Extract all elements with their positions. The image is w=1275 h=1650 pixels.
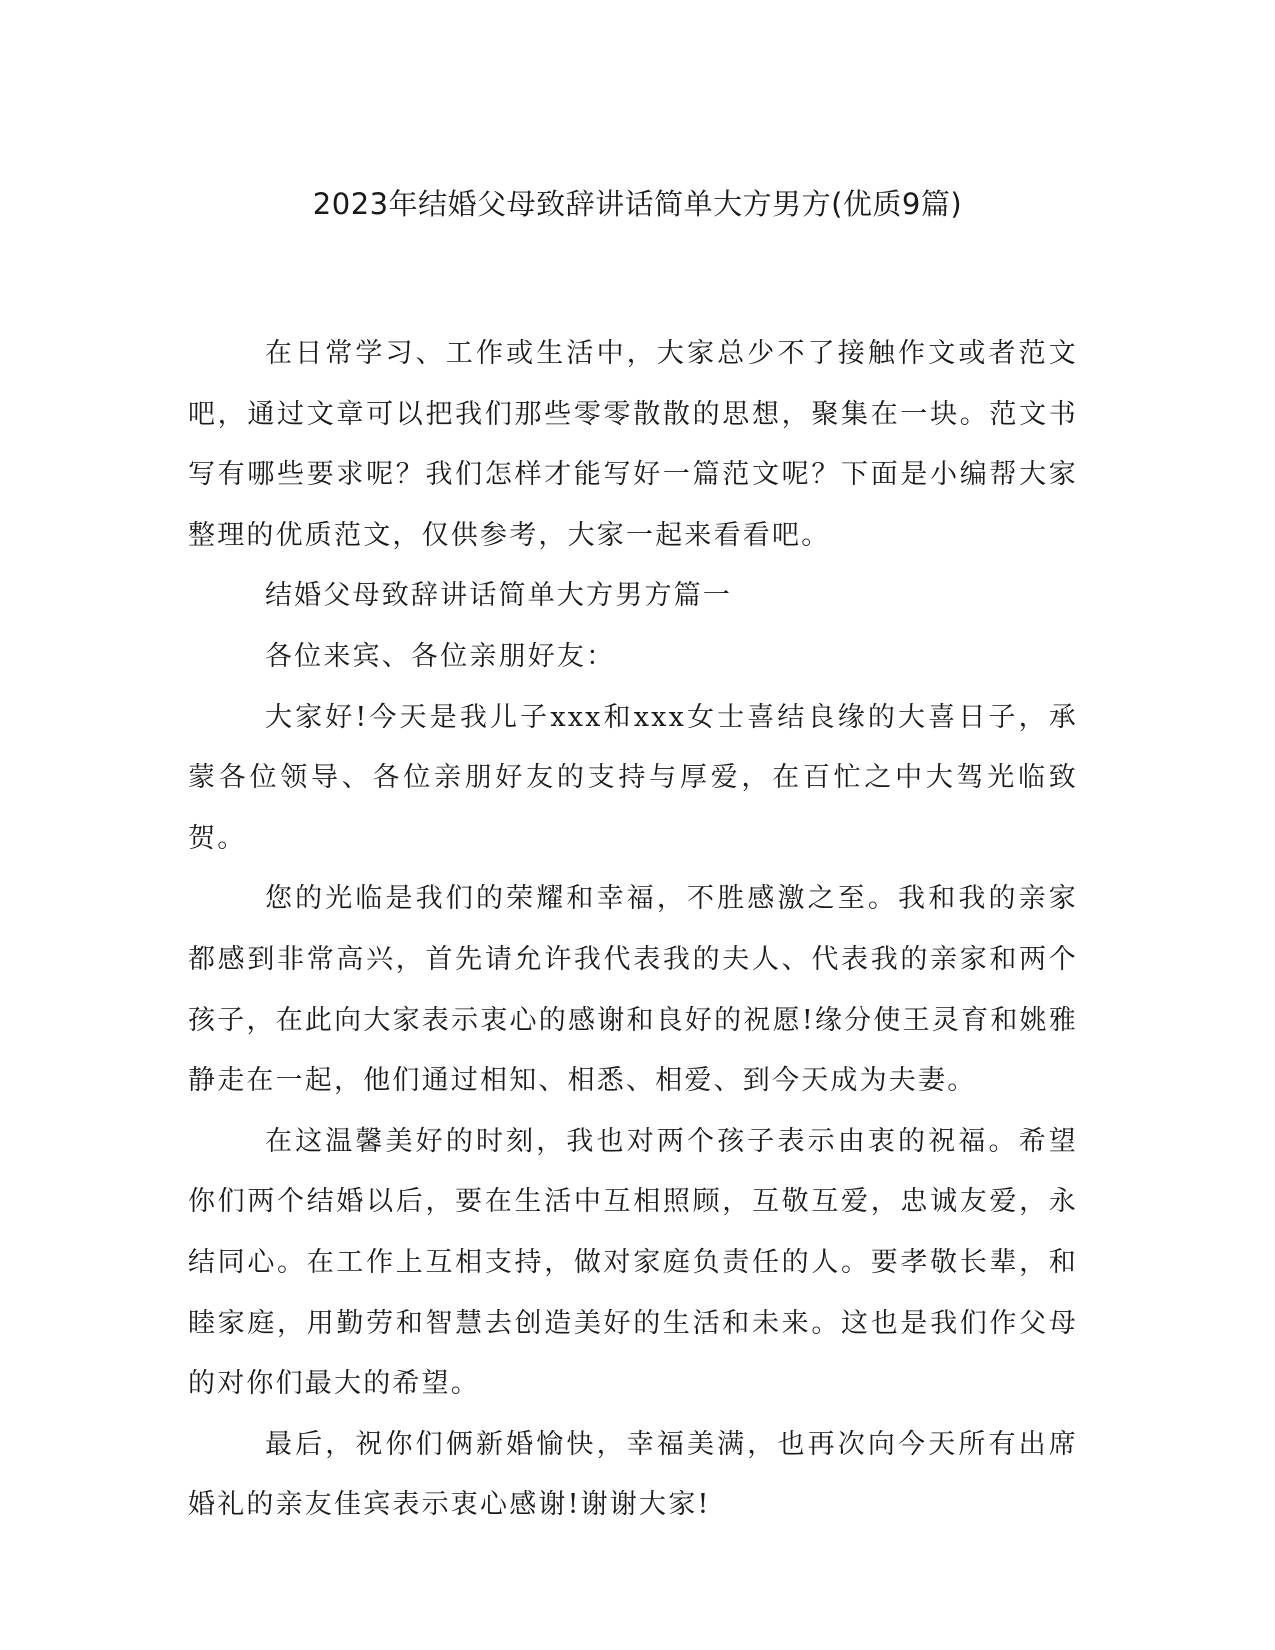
speech-paragraph: 您的光临是我们的荣耀和幸福，不胜感激之至。我和我的亲家都感到非常高兴，首先请允许我代表我的夫人、代表我的亲家和两个孩子，在此向大家表示衷心的感谢和良好的祝愿!缘分使王灵育和姚雅静走在一起，他们通过相知、相悉、相爱、到今天成为夫妻。 [188, 883, 1078, 1097]
speech-paragraph: 大家好!今天是我儿子xxx和xxx女士喜结良缘的大喜日子，承蒙各位领导、各位亲朋好友的支持与厚爱，在百忙之中大驾光临致贺。 [188, 701, 1078, 854]
document-title: 2023年结婚父母致辞讲话简单大方男方(优质9篇) [312, 187, 963, 221]
closing-paragraph: 最后，祝你们俩新婚愉快，幸福美满，也再次向今天所有出席婚礼的亲友佳宾表示衷心感谢!谢谢大家! [188, 1428, 1078, 1521]
intro-paragraph: 在日常学习、工作或生活中，大家总少不了接触作文或者范文吧，通过文章可以把我们那些零零散散的思想，聚集在一块。范文书写有哪些要求呢？我们怎样才能写好一篇范文呢？下面是小编帮大家整理的优质范文，仅供参考，大家一起来看看吧。 [188, 338, 1078, 551]
salutation: 各位来宾、各位亲朋好友： [264, 640, 616, 672]
speech-paragraph: 在这温馨美好的时刻，我也对两个孩子表示由衷的祝福。希望你们两个结婚以后，要在生活中互相照顾，互敬互爱，忠诚友爱，永结同心。在工作上互相支持，做对家庭负责任的人。要孝敬长辈，和睦家庭，用勤劳和智慧去创造美好的生活和未来。这也是我们作父母的对你们最大的希望。 [188, 1125, 1078, 1400]
document-body [188, 324, 1078, 1536]
section-heading: 结婚父母致辞讲话简单大方男方篇一 [264, 580, 733, 612]
